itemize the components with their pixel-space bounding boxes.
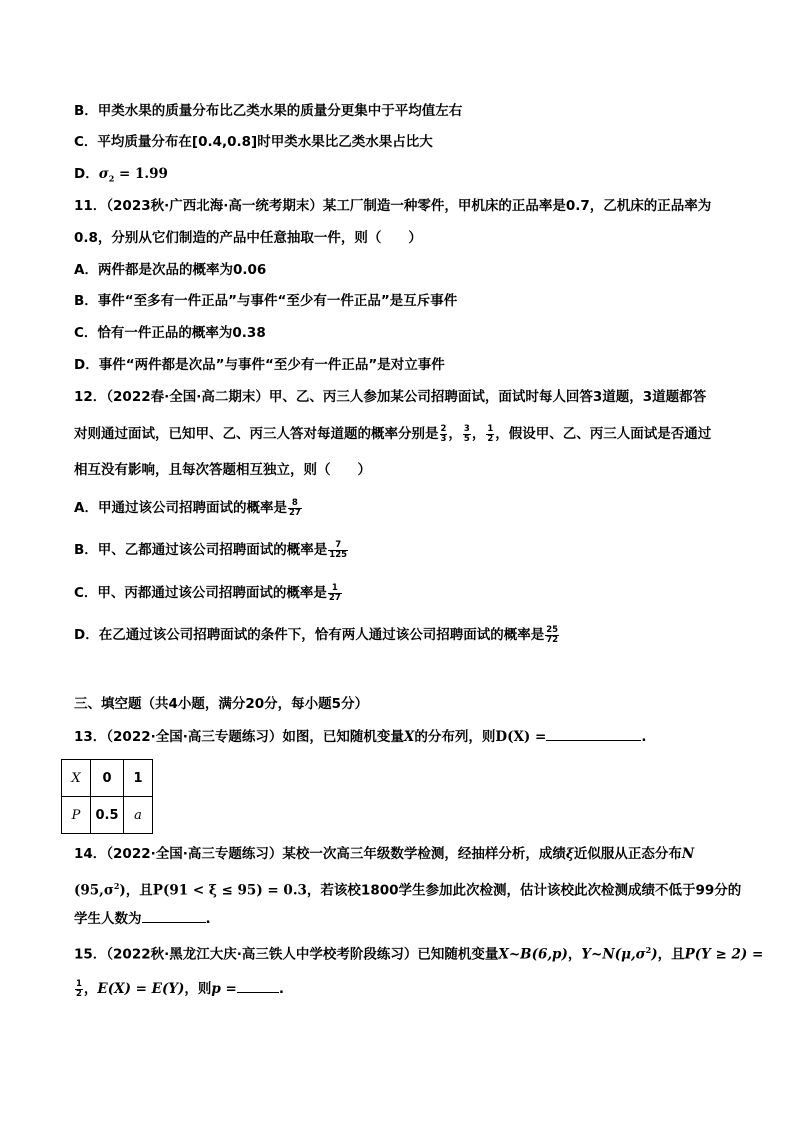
q12-option-b: B．甲、乙都通过该公司招聘面试的概率是 $\frac{7}{125}$ xyxy=(74,539,348,560)
q11-option-d: D．事件“两件都是次品”与事件“至少有一件正品”是对立事件 xyxy=(74,357,445,373)
q15-answer-blank[interactable] xyxy=(237,978,279,993)
q11-option-c: C．恰有一件正品的概率为0.38 xyxy=(74,325,266,341)
table-cell: P xyxy=(62,797,91,834)
q14-stem-line1: 14．（2022·全国·高三专题练习）某校一次高三年级数学检测，经抽样分析，成绩ξ近似服从正态分布N xyxy=(74,846,695,862)
table-cell: 1 xyxy=(124,760,153,797)
q13-stem: 13．（2022·全国·高三专题练习）如图，已知随机变量X的分布列，则D(X) = . xyxy=(74,726,646,747)
q11-stem-line2: 0.8，分别从它们制造的产品中任意抽取一件，则（ ） xyxy=(74,230,422,246)
q10-option-d: D．$\sigma_2 = 1.99$ xyxy=(74,166,168,184)
q15-stem-line2: $\frac{1}{2}$ ，E(X) = E(Y)，则p = . xyxy=(76,978,284,999)
table-cell: a xyxy=(124,797,153,834)
q12-stem-line1: 12．（2022春·全国·高二期末）甲、乙、丙三人参加某公司招聘面试，面试时每人回答3道题，3道题都答 xyxy=(74,389,707,405)
q14-answer-blank[interactable] xyxy=(142,908,206,923)
distribution-table xyxy=(61,759,153,834)
q14-stem-line2: $(95,\sigma^2)$，且P(91 < ξ ≤ 95) = 0.3，若该校1800学生参加此次检测，估计该校此次检测成绩不低于99分的 xyxy=(74,881,742,899)
table-row xyxy=(62,797,153,834)
q12-stem-line2: 对则通过面试，已知甲、乙、丙三人答对每道题的概率分别是 $\frac{2}{3}$ ， $\frac{3}{5}$ ， $\frac{1}{2}$ ，假设甲、乙、丙三人面试是否通过 xyxy=(74,423,712,444)
q11-option-a: A．两件都是次品的概率为0.06 xyxy=(74,262,267,278)
q11-stem-line1: 11．（2023秋·广西北海·高一统考期末）某工厂制造一种零件，甲机床的正品率是0.7，乙机床的正品率为 xyxy=(74,198,712,214)
q10-option-b: B．甲类水果的质量分布比乙类水果的质量分更集中于平均值左右 xyxy=(74,103,463,119)
table-cell: 0 xyxy=(91,760,124,797)
q13-answer-blank[interactable] xyxy=(546,726,641,741)
q12-stem-line3: 相互没有影响，且每次答题相互独立，则（ ） xyxy=(74,462,371,478)
table-row xyxy=(62,760,153,797)
table-cell: 0.5 xyxy=(91,797,124,834)
q10-option-c: C．平均质量分布在[0.4,0.8]时甲类水果比乙类水果占比大 xyxy=(74,134,433,150)
q11-option-b: B．事件“至多有一件正品”与事件“至少有一件正品”是互斥事件 xyxy=(74,293,458,309)
q14-stem-line3: 学生人数为 . xyxy=(74,908,211,929)
table-cell: X xyxy=(62,760,91,797)
section3-heading: 三、填空题（共4小题，满分20分，每小题5分） xyxy=(74,696,369,712)
q15-stem-line1: 15．（2022秋·黑龙江大庆·高三铁人中学校考阶段练习）已知随机变量X~B(6,p)，$Y\sim N(\mu,\sigma^2)$，且P(Y ≥ 2) = xyxy=(74,945,764,963)
q12-option-c: C．甲、丙都通过该公司招聘面试的概率是 $\frac{1}{27}$ xyxy=(74,582,341,603)
q12-option-a: A．甲通过该公司招聘面试的概率是 $\frac{8}{27}$ xyxy=(74,497,301,518)
q12-option-d: D．在乙通过该公司招聘面试的条件下，恰有两人通过该公司招聘面试的概率是 $\frac{25}{72}$ xyxy=(74,624,559,645)
